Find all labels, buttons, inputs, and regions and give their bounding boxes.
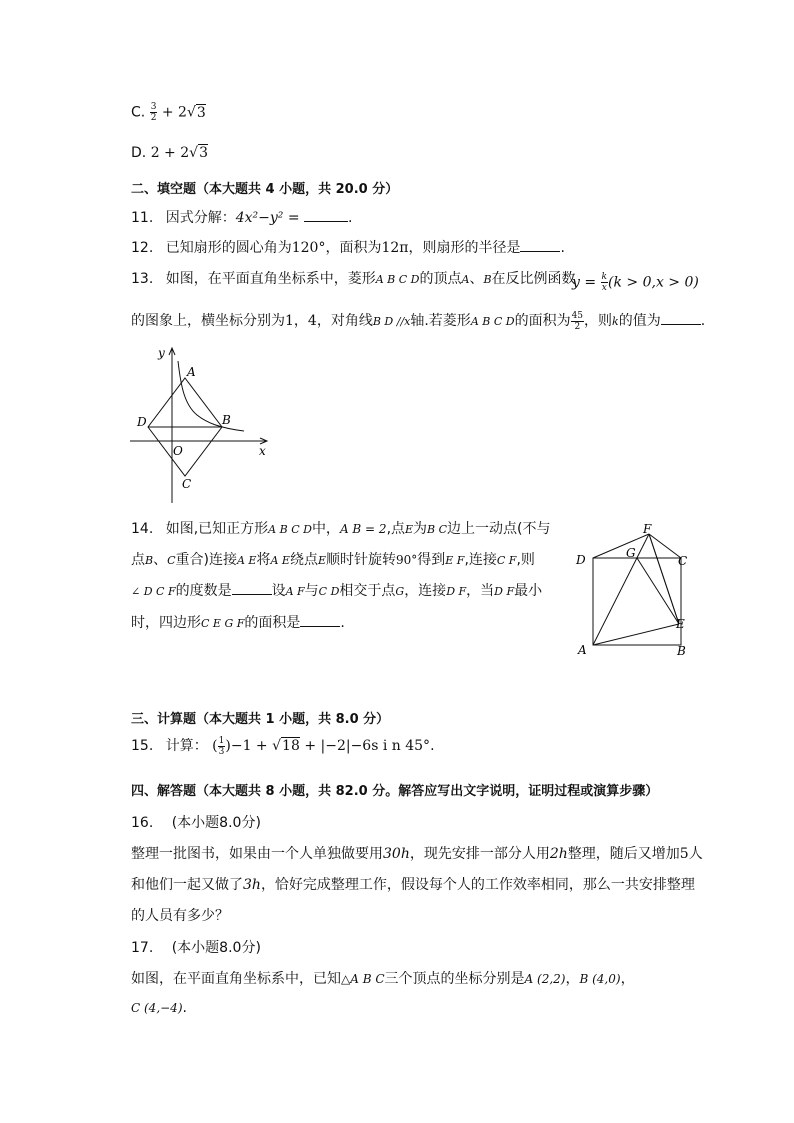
label-f: F [643,522,652,536]
question-15: 15. 计算： ( $\frac{1}{3}$ )−1 + √18 + |−2|−6s i n 45°. [131,735,435,757]
q17-number: 17. [131,940,154,956]
q13-answer-blank[interactable] [661,310,701,325]
q15-radicand: 18 [282,738,300,754]
q11-expr: 4x²−y² = [235,210,300,226]
q13-figure [125,343,275,508]
q11-answer-blank[interactable] [304,207,348,222]
question-12: 12. 已知扇形的圆心角为120°，面积为12π，则扇形的半径是 . [131,237,565,257]
label-d: D [137,415,147,429]
q13-function: y = $\frac{k}{x}$ (k > 0,x > 0) [572,272,699,293]
q16-score: (本小题8.0分) [171,815,261,831]
question-13-line-2: 的图象上，横坐标分别为1，4，对角线B D //x轴.若菱形A B C D的面积为 $\frac{45}{2}$ ，则k的值为 . [131,310,706,332]
q17-score: (本小题8.0分) [171,940,261,956]
option-c-fraction: $\frac{3}{2}$ [150,102,157,123]
question-17-header [131,937,261,957]
option-d: D. 2 + 2√3 [131,145,208,161]
label-e: E [676,617,685,631]
q16-number: 16. [131,815,154,831]
section-4-header: 四、解答题（本大题共 8 小题，共 82.0 分。解答应写出文字说明，证明过程或演算步骤） [131,784,659,799]
option-d-label: D. [131,145,147,161]
section-2-header: 二、填空题（本大题共 4 小题，共 20.0 分） [131,182,399,197]
question-17-line-2: C (4,−4). [131,1000,187,1016]
segment-ae [593,624,679,645]
label-o: O [173,444,183,458]
q12-area: 12π [381,240,409,256]
question-16-line-3: 的人员有多少？ [131,908,229,924]
q13-area-fraction: $\frac{45}{2}$ [571,310,584,332]
label-c: C [182,477,192,491]
label-b: B [677,644,686,658]
q14-figure [570,518,700,663]
q14-answer-blank-1[interactable] [232,580,272,595]
question-14-line-1: 14. 如图,已知正方形A B C D中，A B = 2,点E为B C边上一动点(不与 [131,521,551,537]
question-16-header [131,812,261,832]
segment-ge [637,558,679,624]
q14-answer-blank-2[interactable] [300,612,340,627]
q12-angle: 120° [291,240,326,256]
q13-number: 13. [131,271,154,287]
segment-df [593,534,649,558]
question-14-line-4: 时，四边形C E G F的面积是 . [131,612,345,632]
option-c-expr: + 2 [161,104,187,121]
q15-expr-1: −1 + [230,738,273,754]
question-11: 11. 因式分解：4x²−y² = . [131,207,352,227]
option-d-radicand: 3 [199,145,208,161]
question-14-line-3: ∠ D C F的度数是 设A F与C D相交于点G，连接D F，当D F最小 [131,580,542,600]
section-3-header: 三、计算题（本大题共 1 小题，共 8.0 分） [131,712,390,727]
label-d: D [576,553,586,567]
q12-answer-blank[interactable] [520,237,560,252]
q11-number: 11. [131,210,154,226]
q15-fraction: $\frac{1}{3}$ [218,735,225,757]
question-17-line-1: 如图，在平面直角坐标系中，已知△A B C三个顶点的坐标分别是A (2,2)，B (4,0)， [131,971,635,987]
label-c: C [678,554,688,568]
question-16-line-1: 整理一批图书，如果由一个人单独做要用30h，现先安排一部分人用2h整理，随后又增加5人 [131,846,703,862]
q15-number: 15. [131,738,154,754]
square-abcd [593,558,681,645]
segment-af [593,534,649,645]
segment-cf [649,534,681,558]
question-13-line-1: 13. 如图，在平面直角坐标系中，菱形A B C D的顶点A、B在反比例函数 [131,271,576,287]
label-g: G [626,546,636,560]
option-c-label: C. [131,104,146,121]
question-16-line-2: 和他们一起又做了3h，恰好完成整理工作，假设每个人的工作效率相同，那么一共安排整理 [131,877,695,893]
q11-text: 因式分解： [165,210,236,226]
label-x: x [259,444,266,458]
option-d-expr: 2 + 2 [150,145,190,161]
q15-expr-2: + |−2|−6s i n 45° [299,738,431,754]
segment-fe-inner [649,534,679,624]
question-14-line-2: 点B、C重合)连接A E将A E绕点E顺时针旋转90°得到E F,连接C F,则 [131,552,535,568]
label-y: y [158,346,165,360]
q14-number: 14. [131,521,154,537]
option-c-radicand: 3 [196,104,206,121]
option-c: C. $\frac{3}{2}$ + 2√3 [131,102,206,123]
label-a: A [578,643,587,657]
q12-number: 12. [131,240,154,256]
label-b: B [222,413,231,427]
label-a: A [187,365,196,379]
